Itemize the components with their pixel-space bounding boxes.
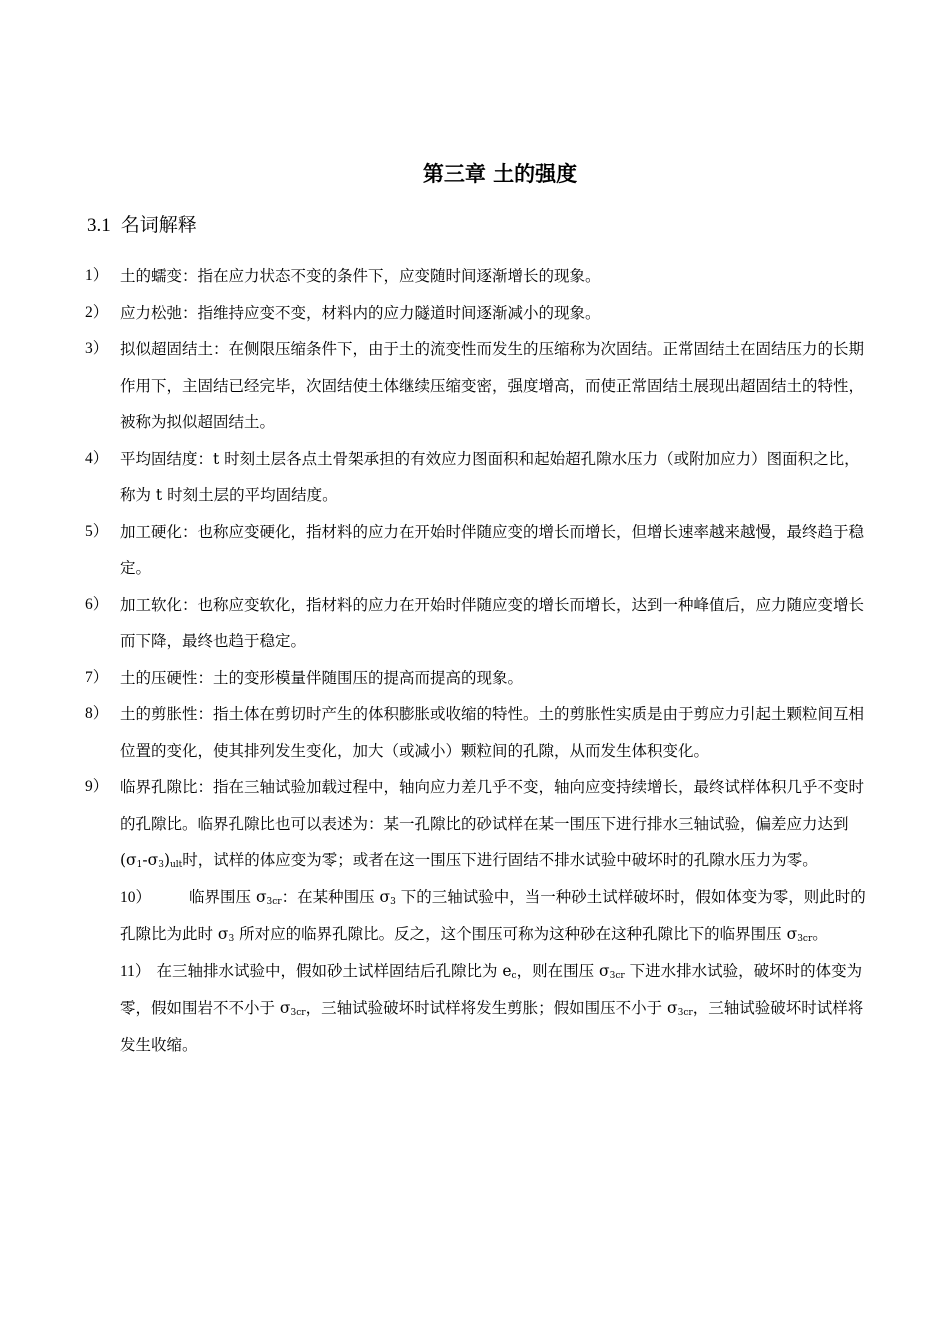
- item-index: 4）: [85, 449, 109, 467]
- subscript: ult: [170, 860, 183, 870]
- subscript: 3cr: [266, 896, 282, 907]
- text-segment: ，三轴试验破坏时试样将发生剪胀；假如围压不小于 σ: [305, 999, 678, 1017]
- item-text: 应力松弛：指维持应变不变，材料内的应力隧道时间逐渐减小的现象。: [120, 303, 601, 322]
- definition-item: [85, 331, 875, 441]
- item-text: 土的蠕变：指在应力状态不变的条件下，应变随时间逐渐增长的现象。: [120, 267, 601, 285]
- item-index: 11）: [120, 962, 151, 980]
- text-segment: 下的三轴试验中，当一种砂土试样破坏时，假如体变为零，则此时的孔隙比为此时 σ: [120, 887, 866, 943]
- item-text: 加工硬化：也称应变硬化，指材料的应力在开始时伴随应变的增长而增长，但增长速率越来越慢，最终趋于稳定。: [120, 522, 865, 577]
- text-segment: ，则在围压 σ: [516, 961, 610, 980]
- item-text: 加工软化：也称应变软化，指材料的应力在开始时伴随应变的增长而增长，达到一种峰值后，应力随应变增长而下降，最终也趋于稳定。: [120, 595, 865, 650]
- item-index: 10）: [120, 888, 152, 906]
- section-label: 名词解释: [120, 214, 197, 236]
- text-segment: ：在某种围压 σ: [281, 887, 391, 906]
- item-index: 5）: [85, 522, 109, 540]
- text-segment: -σ: [142, 851, 159, 869]
- section-number: 3.1: [87, 215, 111, 236]
- definition-item: [85, 696, 875, 769]
- subscript: 3cr: [290, 1008, 306, 1018]
- text-segment: 时，试样的体应变为零；或者在这一围压下进行固结不排水试验中破坏时的孔隙水压力为零。: [182, 851, 818, 869]
- definition-item: [85, 514, 875, 587]
- item-text: 土的剪胀性：指土体在剪切时产生的体积膨胀或收缩的特性。土的剪胀性实质是由于剪应力引起土颗粒间互相位置的变化，使其排列发生变化，加大（或减小）颗粒间的孔隙，从而发生体积变化。: [120, 705, 865, 760]
- subscript: c: [511, 970, 517, 981]
- definition-item: [85, 258, 875, 295]
- item-index: 8）: [85, 705, 109, 722]
- text-segment: 在三轴排水试验中，假如砂土试样固结后孔隙比为 e: [156, 961, 512, 980]
- subscript: 3: [390, 896, 396, 907]
- item-text: 土的压硬性：土的变形模量伴随围压的提高而提高的现象。: [120, 668, 524, 687]
- subscript: 3cr: [797, 934, 813, 944]
- definition-item: [85, 587, 875, 660]
- text-segment: 下进水排水试验，破坏时的体变为零，假如围岩不不小于 σ: [120, 961, 863, 1017]
- definition-item: [85, 295, 875, 332]
- section-heading: [87, 210, 197, 237]
- item-index: 2）: [85, 303, 109, 321]
- item-text: 拟似超固结土：在侧限压缩条件下，由于土的流变性而发生的压缩称为次固结。正常固结土在固结压力的长期作用下，主固结已经完毕，次固结使土体继续压缩变密，强度增高，而使正常固结土展现出超固结土的特性，被称为拟似超固结土。: [120, 340, 865, 431]
- text-segment: 所对应的临界孔隙比。反之，这个围压可称为这种砂在这种孔隙比下的临界围压 σ: [234, 925, 798, 943]
- item-text: 平均固结度：t 时刻土层各点土骨架承担的有效应力图面积和起始超孔隙水压力（或附加应力）图面积之比，称为 t 时刻土层的平均固结度。: [120, 449, 860, 504]
- item-index: 9）: [85, 778, 109, 795]
- definition-item-critical-confining-pressure: [85, 879, 875, 953]
- text-segment: ，三轴试验破坏时试样将发生收缩。: [120, 999, 864, 1054]
- item-index: 1）: [85, 267, 109, 284]
- definition-item: [85, 660, 875, 697]
- subscript: 3: [228, 934, 235, 944]
- definition-item-critical-void-ratio: [85, 769, 875, 879]
- subscript: 1: [136, 860, 143, 870]
- subscript: 3cr: [677, 1008, 693, 1018]
- text-segment: 临界孔隙比：指在三轴试验加载过程中，轴向应力差几乎不变，轴向应变持续增长，最终试样体积几乎不变时的孔隙比。临界孔隙比也可以表述为：某一孔隙比的砂试样在某一围压下进行排水三轴试验，偏差应力达到(σ: [120, 778, 865, 869]
- definition-list: [85, 258, 875, 1063]
- item-index: 7）: [85, 668, 109, 686]
- text-segment: ): [163, 851, 170, 869]
- chapter-title: 第三章 土的强度: [422, 162, 578, 186]
- text-segment: 临界围压 σ: [189, 887, 267, 906]
- subscript: 3cr: [609, 970, 625, 981]
- definition-item-drained-test: [85, 953, 875, 1064]
- text-segment: 。: [812, 925, 828, 943]
- definition-item: [85, 441, 875, 514]
- item-index: 6）: [85, 595, 109, 613]
- subscript: 3: [158, 860, 164, 870]
- item-index: 3）: [85, 340, 109, 357]
